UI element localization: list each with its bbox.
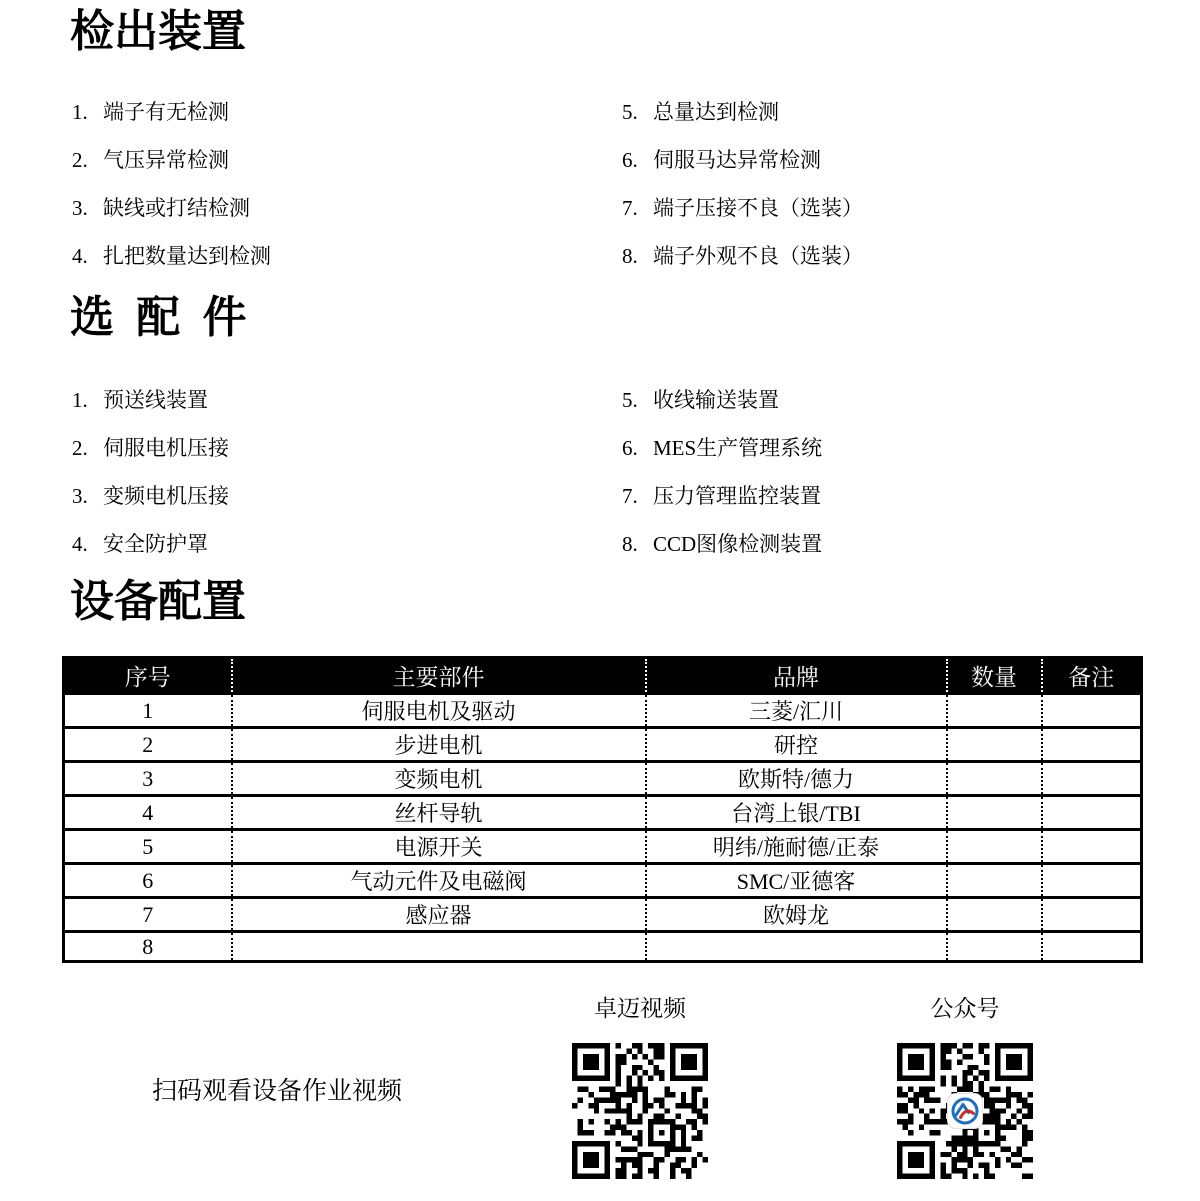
cell-brand: 欧斯特/德力 xyxy=(646,762,947,796)
scan-hint-text: 扫码观看设备作业视频 xyxy=(152,1078,403,1105)
cell-quantity xyxy=(947,830,1042,864)
cell-index: 3 xyxy=(64,762,232,796)
cell-quantity xyxy=(947,898,1042,932)
company-logo-icon xyxy=(947,1093,983,1129)
wechat-qr-code xyxy=(897,1043,1033,1179)
cell-component: 丝杆导轨 xyxy=(232,796,646,830)
list-item xyxy=(72,184,271,232)
list-item-number: 8. xyxy=(622,244,638,268)
list-item-number: 6. xyxy=(622,148,638,172)
cell-component: 步进电机 xyxy=(232,728,646,762)
cell-remark xyxy=(1042,864,1142,898)
cell-component: 电源开关 xyxy=(232,830,646,864)
list-item-number: 2. xyxy=(72,148,88,172)
cell-index: 8 xyxy=(64,932,232,962)
cell-remark xyxy=(1042,796,1142,830)
list-item xyxy=(622,184,863,232)
table-row xyxy=(64,830,1142,864)
detection-list-right xyxy=(622,88,863,280)
list-item-number: 1. xyxy=(72,100,88,124)
list-item-label: 压力管理监控装置 xyxy=(653,484,821,508)
list-item xyxy=(622,472,822,520)
video-qr-code xyxy=(572,1043,708,1179)
cell-index: 7 xyxy=(64,898,232,932)
cell-quantity xyxy=(947,762,1042,796)
qr-video-label: 卓迈视频 xyxy=(594,996,686,1021)
table-row xyxy=(64,728,1142,762)
cell-remark xyxy=(1042,694,1142,728)
cell-quantity xyxy=(947,694,1042,728)
list-item xyxy=(622,232,863,280)
cell-component: 变频电机 xyxy=(232,762,646,796)
list-item-number: 5. xyxy=(622,100,638,124)
table-row xyxy=(64,932,1142,962)
cell-component: 感应器 xyxy=(232,898,646,932)
list-item-label: 变频电机压接 xyxy=(103,484,229,508)
list-item xyxy=(72,520,229,568)
cell-brand: 欧姆龙 xyxy=(646,898,947,932)
list-item xyxy=(622,88,863,136)
list-item-number: 6. xyxy=(622,436,638,460)
cell-index: 5 xyxy=(64,830,232,864)
list-item-number: 5. xyxy=(622,388,638,412)
list-item xyxy=(72,88,271,136)
cell-brand xyxy=(646,932,947,962)
list-item-number: 4. xyxy=(72,532,88,556)
list-item xyxy=(622,136,863,184)
list-item xyxy=(622,424,822,472)
table-row xyxy=(64,864,1142,898)
section-title-optional: 选 配 件 xyxy=(70,293,252,342)
cell-brand: 研控 xyxy=(646,728,947,762)
list-item-number: 3. xyxy=(72,196,88,220)
cell-index: 6 xyxy=(64,864,232,898)
list-item-label: 预送线装置 xyxy=(103,388,208,412)
list-item-label: 缺线或打结检测 xyxy=(103,196,250,220)
list-item-number: 2. xyxy=(72,436,88,460)
optional-list-left xyxy=(72,376,229,568)
col-header-quantity: 数量 xyxy=(947,658,1042,694)
list-item-label: 安全防护罩 xyxy=(103,532,208,556)
list-item-label: 端子有无检测 xyxy=(103,100,229,124)
list-item-label: CCD图像检测装置 xyxy=(653,532,823,556)
list-item xyxy=(622,376,822,424)
cell-component: 伺服电机及驱动 xyxy=(232,694,646,728)
section-title-detection: 检出装置 xyxy=(70,7,246,56)
cell-brand: SMC/亚德客 xyxy=(646,864,947,898)
list-item-label: 伺服马达异常检测 xyxy=(653,148,821,172)
table-row xyxy=(64,762,1142,796)
list-item xyxy=(72,232,271,280)
cell-remark xyxy=(1042,898,1142,932)
list-item xyxy=(72,136,271,184)
cell-component xyxy=(232,932,646,962)
cell-quantity xyxy=(947,932,1042,962)
section-title-equipment: 设备配置 xyxy=(70,577,246,626)
list-item-label: MES生产管理系统 xyxy=(653,436,823,460)
list-item-label: 伺服电机压接 xyxy=(103,436,229,460)
cell-remark xyxy=(1042,762,1142,796)
list-item-label: 端子压接不良（选装） xyxy=(653,196,863,220)
cell-quantity xyxy=(947,728,1042,762)
equipment-config-table xyxy=(62,656,1143,963)
list-item-number: 7. xyxy=(622,484,638,508)
cell-index: 4 xyxy=(64,796,232,830)
col-header-component: 主要部件 xyxy=(232,658,646,694)
list-item-number: 4. xyxy=(72,244,88,268)
cell-index: 2 xyxy=(64,728,232,762)
cell-remark xyxy=(1042,830,1142,864)
cell-component: 气动元件及电磁阀 xyxy=(232,864,646,898)
list-item xyxy=(72,424,229,472)
list-item-label: 总量达到检测 xyxy=(653,100,779,124)
col-header-remark: 备注 xyxy=(1042,658,1142,694)
list-item-label: 气压异常检测 xyxy=(103,148,229,172)
list-item-number: 1. xyxy=(72,388,88,412)
cell-quantity xyxy=(947,796,1042,830)
optional-list-right xyxy=(622,376,822,568)
col-header-brand: 品牌 xyxy=(646,658,947,694)
table-header-row xyxy=(64,658,1142,694)
table-row xyxy=(64,898,1142,932)
list-item-label: 收线输送装置 xyxy=(653,388,779,412)
list-item-number: 8. xyxy=(622,532,638,556)
table-row xyxy=(64,796,1142,830)
cell-brand: 明纬/施耐德/正泰 xyxy=(646,830,947,864)
list-item xyxy=(622,520,822,568)
cell-remark xyxy=(1042,932,1142,962)
col-header-index: 序号 xyxy=(64,658,232,694)
list-item xyxy=(72,376,229,424)
cell-brand: 三菱/汇川 xyxy=(646,694,947,728)
detection-list-left xyxy=(72,88,271,280)
list-item-number: 3. xyxy=(72,484,88,508)
cell-remark xyxy=(1042,728,1142,762)
cell-index: 1 xyxy=(64,694,232,728)
cell-quantity xyxy=(947,864,1042,898)
list-item xyxy=(72,472,229,520)
qr-wechat-label: 公众号 xyxy=(930,996,1000,1021)
table-row xyxy=(64,694,1142,728)
list-item-label: 扎把数量达到检测 xyxy=(103,244,271,268)
list-item-label: 端子外观不良（选装） xyxy=(653,244,863,268)
list-item-number: 7. xyxy=(622,196,638,220)
cell-brand: 台湾上银/TBI xyxy=(646,796,947,830)
